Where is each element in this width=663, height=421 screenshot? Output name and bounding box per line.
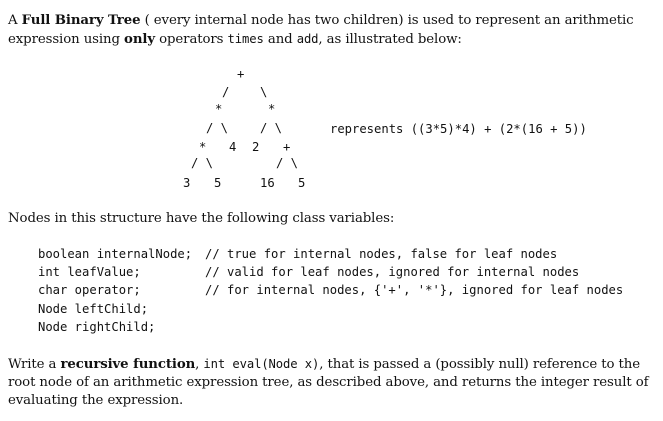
code-line <box>38 245 558 263</box>
nodes-intro-text: Nodes in this structure have the following class variables: <box>8 211 395 226</box>
task-code-signature: int eval(Node x) <box>203 357 320 371</box>
intro-text-3: operators <box>154 32 228 47</box>
tree-leaf-3: 3 <box>183 176 191 190</box>
tree-leaf-4: 4 <box>229 140 237 154</box>
intro-text-2: ( every internal node has two children) is used to represent an arithmetic expression using <box>8 13 634 47</box>
code-declaration: Node leftChild; <box>38 301 149 316</box>
tree-inner-mult-edges: / \ <box>191 156 214 170</box>
intro-code-add: add <box>296 32 319 46</box>
tree-left-mult-edges: / \ <box>206 121 229 135</box>
intro-bold-only: only <box>124 32 155 47</box>
code-comment: // true for internal nodes, false for leaf nodes <box>205 247 558 261</box>
intro-text-4: and <box>263 32 297 47</box>
tree-leaf-2: 2 <box>252 140 260 154</box>
tree-right-mult: * <box>268 102 276 116</box>
intro-bold-full-binary-tree: Full Binary Tree <box>21 13 141 28</box>
code-comment: // for internal nodes, {'+', '*'}, ignored for leaf nodes <box>205 283 624 298</box>
task-bold-recursive-function: recursive function <box>60 357 196 372</box>
code-line <box>38 263 580 281</box>
task-paragraph <box>8 355 658 410</box>
tree-inner-add: + <box>283 140 291 154</box>
tree-right-mult-edges: / \ <box>260 121 283 135</box>
code-declaration: boolean internalNode; <box>38 247 193 261</box>
tree-leaf-5a: 5 <box>214 176 222 190</box>
code-declaration: char operator; <box>38 283 141 298</box>
tree-inner-add-edges: / \ <box>276 156 299 170</box>
task-text-1: Write a <box>8 357 61 372</box>
intro-text-5: , as illustrated below: <box>318 32 462 47</box>
code-declaration: int leafValue; <box>38 265 141 280</box>
intro-text-1: A <box>8 13 22 28</box>
tree-leaf-16: 16 <box>260 176 275 190</box>
class-variables-code-block <box>38 245 624 336</box>
code-line <box>38 318 156 336</box>
code-comment: // valid for leaf nodes, ignored for internal nodes <box>205 265 580 280</box>
tree-left-mult: * <box>215 102 223 116</box>
intro-paragraph <box>8 12 658 49</box>
intro-code-times: times <box>227 32 264 46</box>
tree-leaf-5b: 5 <box>298 176 306 190</box>
code-line <box>38 281 624 299</box>
task-text-3: , that is passed a (possibly null) reference to the root node of an arithmetic expression tree, as described above, and returns the integer result of evaluating the expression. <box>8 357 649 408</box>
tree-inner-mult: * <box>199 140 207 154</box>
task-text-2: , <box>195 357 204 372</box>
code-line <box>38 300 149 318</box>
tree-edge-root-left: / <box>222 85 230 99</box>
represents-expression: represents ((3*5)*4) + (2*(16 + 5)) <box>330 122 587 136</box>
tree-root-plus: + <box>237 67 245 81</box>
code-declaration: Node rightChild; <box>38 319 156 334</box>
tree-edge-root-right: \ <box>260 85 268 99</box>
